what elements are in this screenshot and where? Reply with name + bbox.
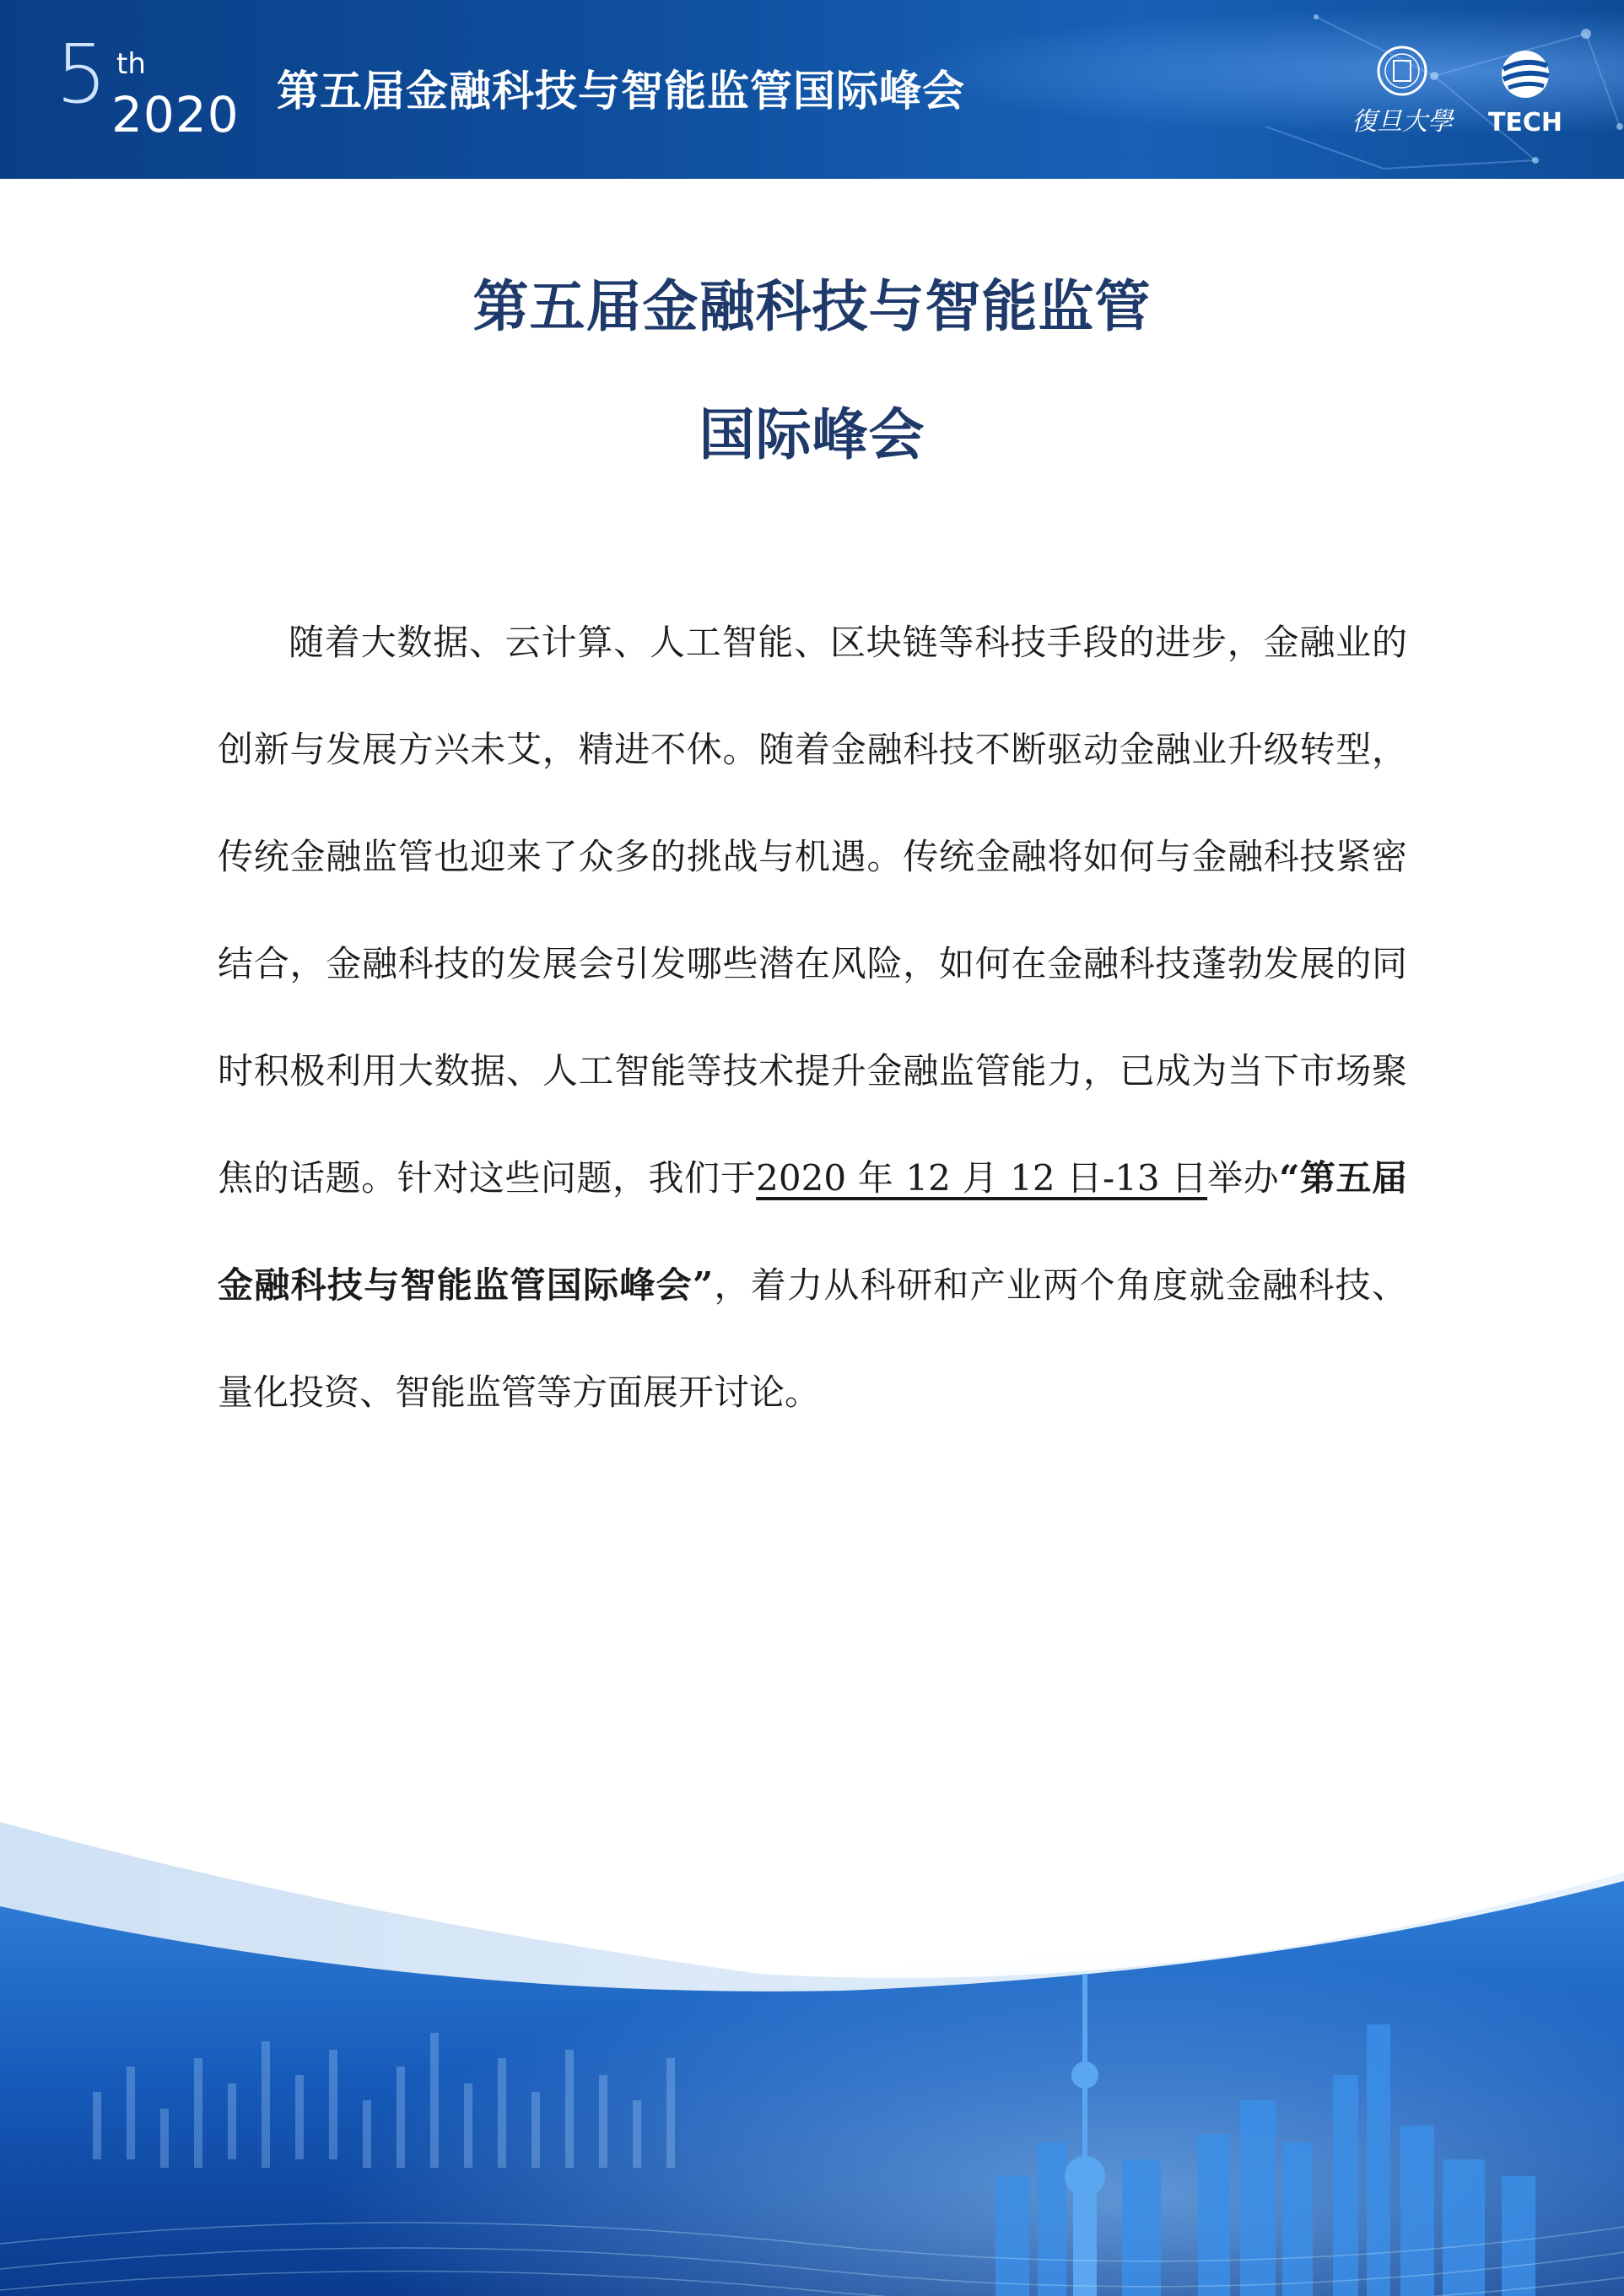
edition-logo xyxy=(56,27,241,143)
fudan-seal-text: 復旦大學 xyxy=(1352,107,1453,137)
document-title-line1: 第五届金融科技与智能监管 xyxy=(472,274,1152,339)
tech-globe-icon xyxy=(1483,47,1567,106)
edition-year: 2020 xyxy=(111,86,240,143)
tech-logo xyxy=(1483,47,1567,140)
paragraph-text: 随着大数据、云计算、人工智能、区块链等科技手段的进步，金融业的创新与发展方兴未艾，精进不休。随着金融科技不断驱动金融业升级转型，传统金融监管也迎来了众多的挑战与机遇。传统金融将如何与金融科技紧密结合，金融科技的发展会引发哪些潜在风险，如何在金融科技蓬勃发展的同时积极利用大数据、人工智能等技术提升金融监管能力，已成为当下市场聚焦的话题。针对这些问题，我们于 xyxy=(218,622,1407,1199)
document-title-line2: 国际峰会 xyxy=(699,402,925,467)
header-title: 第五届金融科技与智能监管国际峰会 xyxy=(277,67,965,116)
paragraph-text-ending: ，着力从科研和产业两个角度就金融科技、量化投资、智能监管等方面展开讨论。 xyxy=(218,1264,1407,1413)
edition-suffix: th xyxy=(116,47,146,81)
event-date: 2020 年 12 月 12 日-13 日 xyxy=(756,1157,1208,1199)
tech-logo-text: TECH xyxy=(1487,108,1563,137)
fudan-university-logo xyxy=(1350,44,1459,141)
edition-number: 5 xyxy=(56,27,108,121)
paragraph-text-connector: 举办 xyxy=(1207,1157,1280,1199)
intro-paragraph xyxy=(218,589,1407,1446)
city-skyline-footer-art xyxy=(0,1805,1624,2296)
event-name: “第五届金融科技与智能监管国际峰会” xyxy=(218,1157,1407,1306)
header-banner xyxy=(0,0,1624,179)
